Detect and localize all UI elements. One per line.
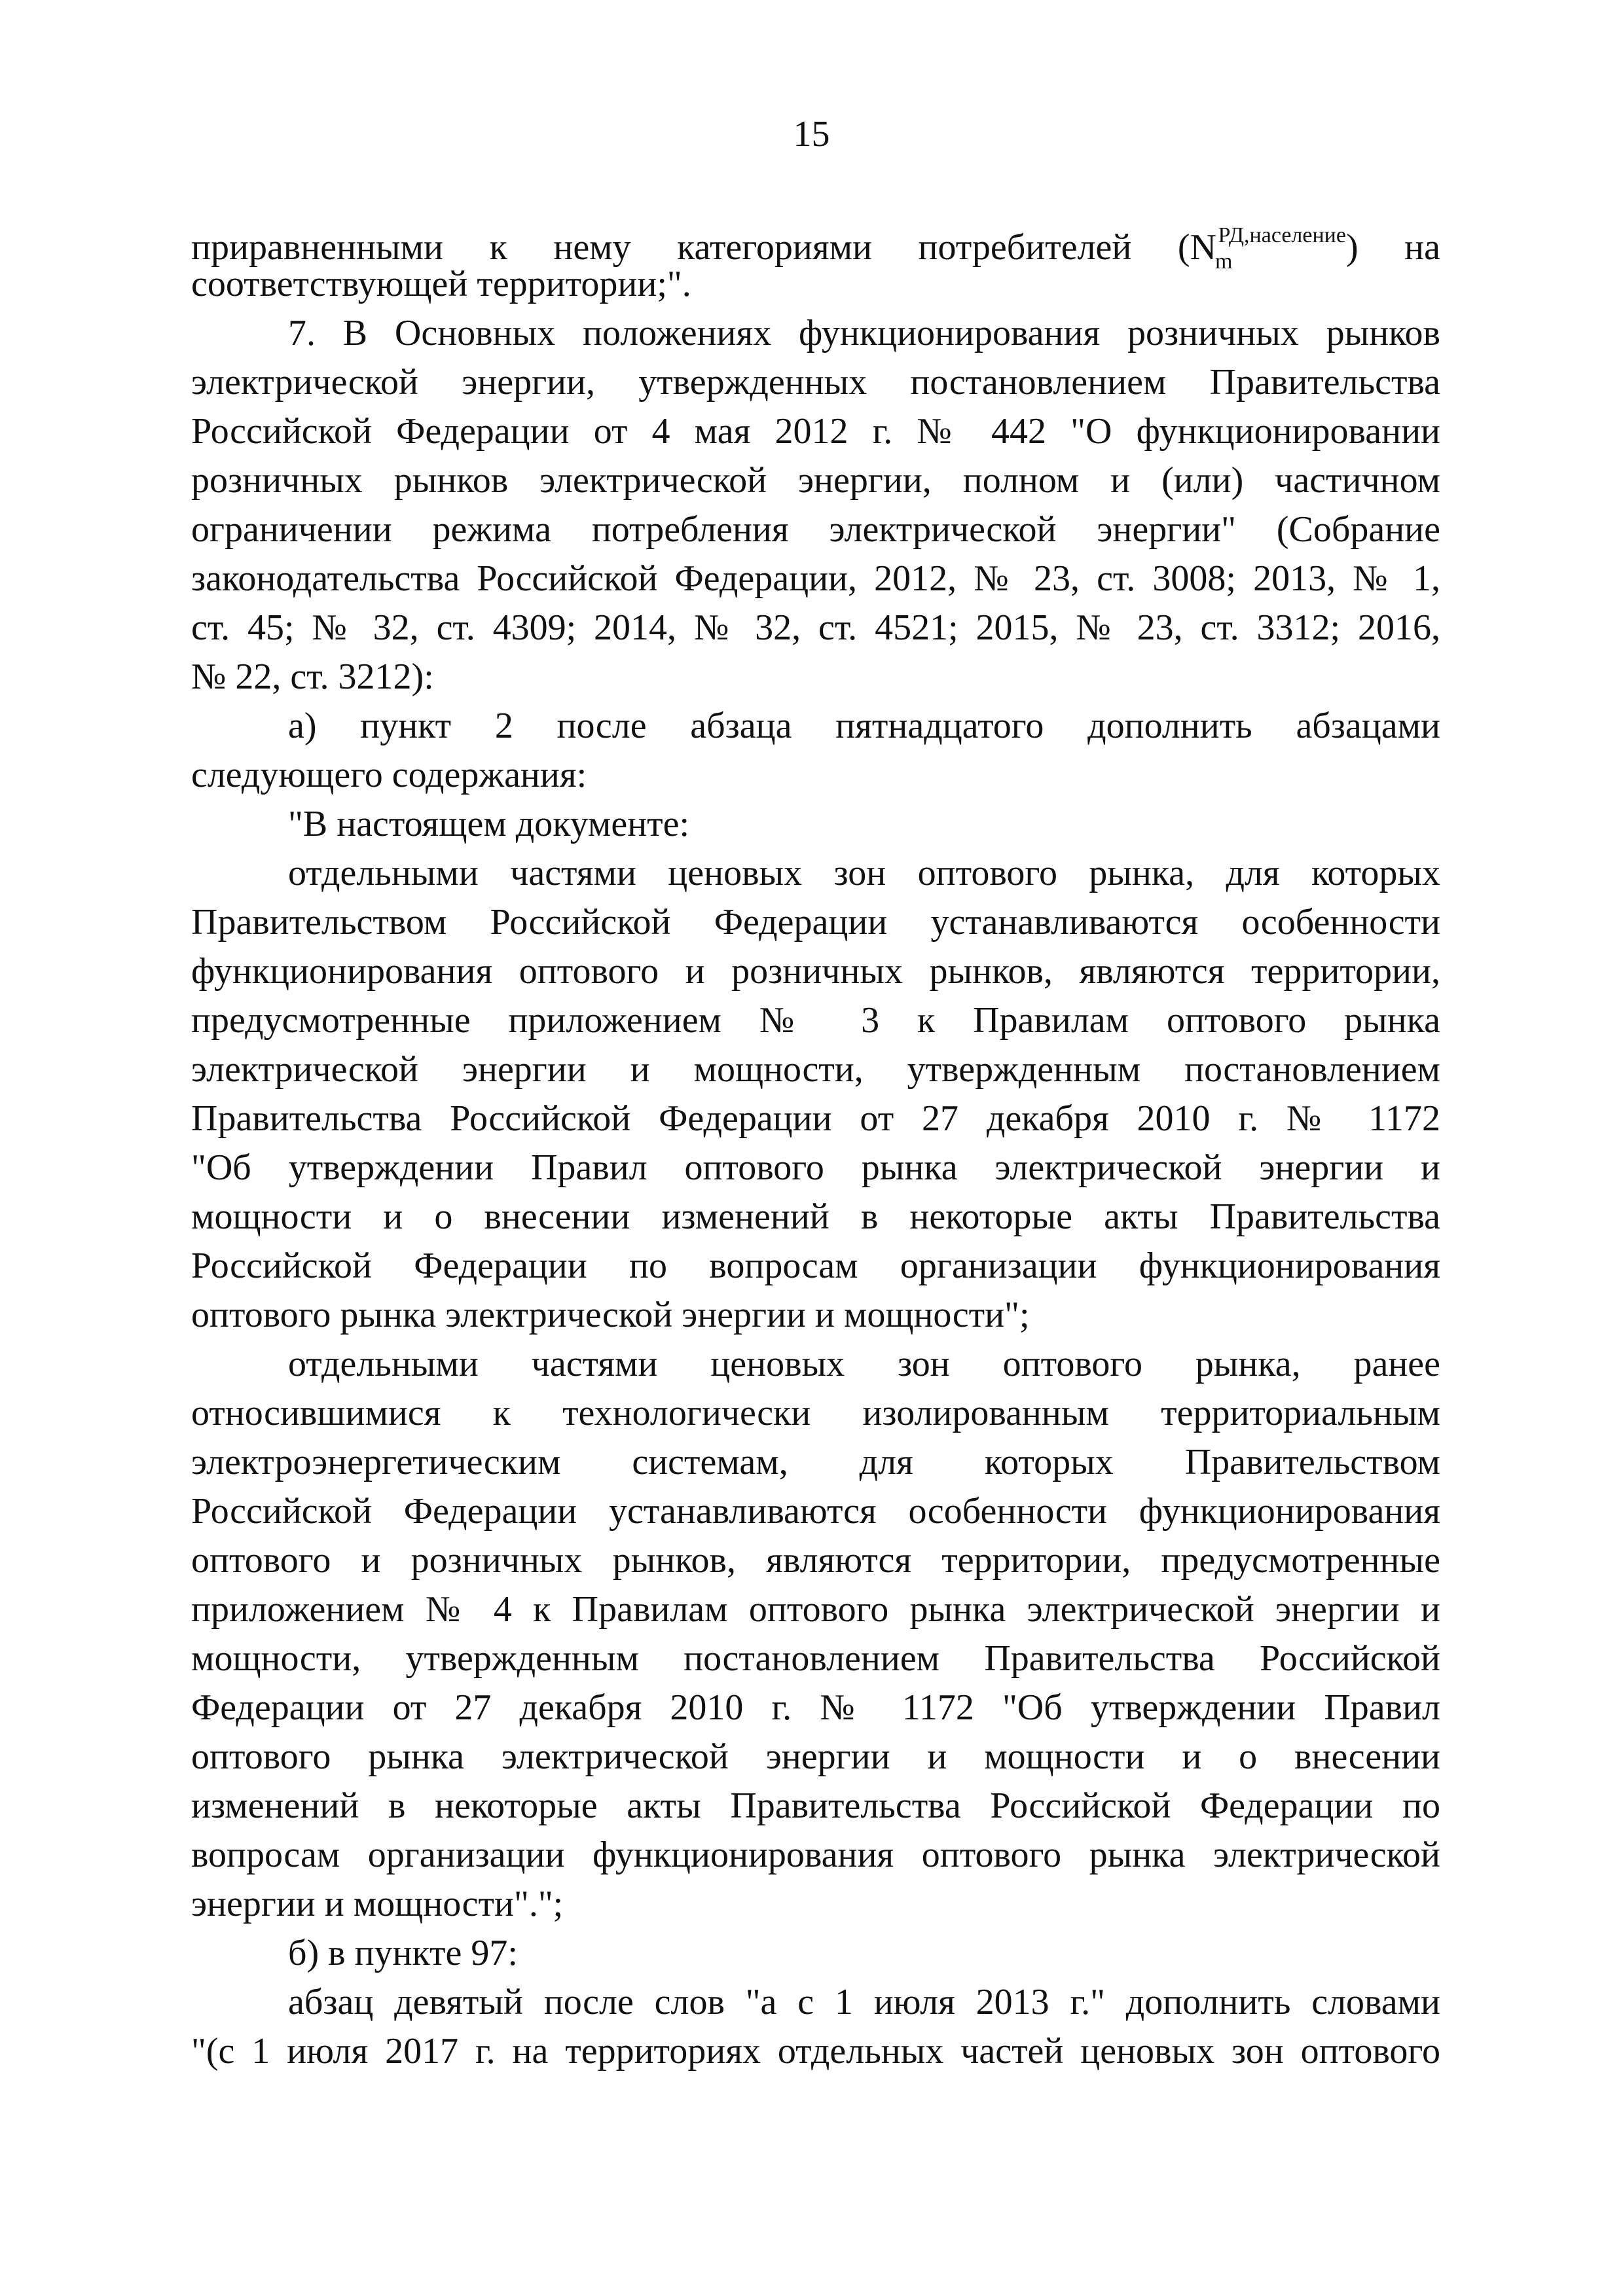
text-line: "В настоящем документе:	[288, 804, 690, 844]
text-line: электрической энергии и мощности, утвержденным постановлением	[191, 1049, 1440, 1090]
text-line: б) в пункте 97:	[288, 1933, 518, 1973]
text-line: оптового рынка электрической энергии и мощности";	[191, 1295, 1030, 1335]
text-line: отдельными частями ценовых зон оптового рынка, для которых	[288, 853, 1440, 893]
text-segment: приравненными к нему категориями потребителей	[191, 227, 1132, 268]
text-line: изменений в некоторые акты Правительства Российской Федерации по	[191, 1785, 1440, 1826]
text-line: относившимися к технологически изолированным территориальным	[191, 1393, 1440, 1433]
formula-sup: РД,население	[1218, 223, 1346, 247]
text-line: № 22, ст. 3212):	[191, 656, 434, 697]
formula-paren: (	[1177, 227, 1190, 268]
text-line: Российской Федерации по вопросам организации функционирования	[191, 1246, 1440, 1286]
text-line: Российской Федерации устанавливаются особенности функционирования	[191, 1491, 1440, 1532]
text-line: а) пункт 2 после абзаца пятнадцатого дополнить абзацами	[288, 706, 1440, 746]
text-line: отдельными частями ценовых зон оптового рынка, ранее	[288, 1344, 1440, 1384]
text-line: Федерации от 27 декабря 2010 г. № 1172 "Об утверждении Правил	[191, 1687, 1440, 1728]
text-line: Российской Федерации от 4 мая 2012 г. № 442 "О функционировании	[191, 411, 1440, 452]
consumer-count-formula	[1178, 211, 1359, 286]
text-line: ст. 45; № 32, ст. 4309; 2014, № 32, ст. 4521; 2015, № 23, ст. 3312; 2016,	[191, 607, 1440, 648]
page-number: 15	[793, 114, 830, 154]
text-line: энергии и мощности".";	[191, 1884, 564, 1924]
document-body	[191, 211, 1440, 2076]
text-line: соответствующей территории;".	[191, 264, 691, 304]
text-line: следующего содержания:	[191, 755, 587, 795]
formula-sub: m	[1215, 249, 1233, 274]
text-line: вопросам организации функционирования оптового рынка электрической	[191, 1835, 1440, 1875]
formula-sym: N	[1190, 227, 1217, 268]
text-line: ограничении режима потребления электрической энергии" (Собрание	[191, 509, 1440, 550]
text-line: Правительством Российской Федерации устанавливаются особенности	[191, 902, 1440, 942]
text-line: предусмотренные приложением № 3 к Правилам оптового рынка	[191, 1000, 1440, 1041]
text-segment: на	[1404, 227, 1440, 268]
text-line: абзац девятый после слов "а с 1 июля 2013 г." дополнить словами	[288, 1982, 1440, 2022]
text-line: розничных рынков электрической энергии, полном и (или) частичном	[191, 460, 1440, 501]
text-line: 7. В Основных положениях функционирования розничных рынков	[288, 313, 1440, 353]
text-line: "(с 1 июля 2017 г. на территориях отдельных частей ценовых зон оптового	[191, 2031, 1440, 2072]
text-line: оптового и розничных рынков, являются территории, предусмотренные	[191, 1540, 1440, 1581]
text-line: оптового рынка электрической энергии и мощности и о внесении	[191, 1736, 1440, 1777]
text-line: электрической энергии, утвержденных постановлением Правительства	[191, 362, 1440, 403]
text-line: мощности и о внесении изменений в некоторые акты Правительства	[191, 1196, 1440, 1237]
text-line: приложением № 4 к Правилам оптового рынка электрической энергии и	[191, 1589, 1440, 1630]
text-line: Правительства Российской Федерации от 27 декабря 2010 г. № 1172	[191, 1098, 1440, 1139]
formula-paren: )	[1345, 227, 1359, 268]
text-line: мощности, утвержденным постановлением Правительства Российской	[191, 1638, 1440, 1679]
text-line	[191, 211, 1440, 274]
text-line: "Об утверждении Правил оптового рынка электрической энергии и	[191, 1147, 1440, 1188]
text-line: электроэнергетическим системам, для которых Правительством	[191, 1442, 1440, 1482]
text-line: функционирования оптового и розничных рынков, являются территории,	[191, 951, 1440, 992]
text-line: законодательства Российской Федерации, 2012, № 23, ст. 3008; 2013, № 1,	[191, 558, 1440, 599]
